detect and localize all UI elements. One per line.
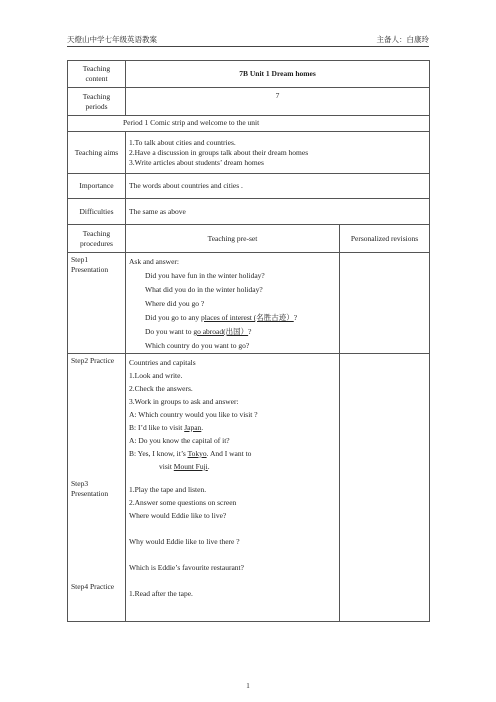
row-importance xyxy=(68,174,430,199)
dialog-line: A: Do you know the capital of it? xyxy=(129,436,230,445)
content-label: Teaching content xyxy=(68,61,126,88)
row-aims xyxy=(68,132,430,174)
step3-question: Which is Eddie’s favourite restaurant? xyxy=(129,563,244,572)
text: . xyxy=(201,423,204,432)
text: ? xyxy=(248,327,252,336)
step2-item: 1.Look and write. xyxy=(129,371,183,380)
step2-item: 2.Check the answers. xyxy=(129,384,193,393)
importance-label: Importance xyxy=(68,174,126,199)
difficulties-label: Difficulties xyxy=(68,199,126,225)
underlined-term: Tokyo xyxy=(187,449,207,458)
step1-question: Where did you go ? xyxy=(145,299,205,308)
preset-label: Teaching pre-set xyxy=(126,225,340,253)
text: Did you go to any xyxy=(145,313,202,322)
aims-list xyxy=(126,132,430,174)
aim-1: 1.To talk about cities and countries. xyxy=(129,137,236,147)
step1-question: What did you do in the winter holiday? xyxy=(145,285,263,294)
step3-item: 1.Play the tape and listen. xyxy=(129,485,207,494)
text: ? xyxy=(293,313,298,322)
periods-value: 7 xyxy=(126,88,430,116)
header-author: 主备人：白康玲 xyxy=(376,35,429,44)
row-procedures-header xyxy=(68,225,430,253)
periods-label: Teaching periods xyxy=(68,88,126,116)
text: . And I want to xyxy=(206,449,252,458)
row-content xyxy=(68,61,430,88)
step3-question: Where would Eddie like to live? xyxy=(129,511,227,520)
steps-labels xyxy=(68,354,126,622)
step4-label: Step4 Practice xyxy=(71,582,115,591)
procedures-label: Teaching procedures xyxy=(68,225,126,253)
step1-question xyxy=(129,325,336,339)
aim-2: 2.Have a discussion in groups talk about their dream homes xyxy=(129,147,309,157)
step1-label: Step1 Presentation xyxy=(68,253,126,354)
dialog-line: A: Which country would you like to visit ? xyxy=(129,410,258,419)
content-value: 7B Unit 1 Dream homes xyxy=(126,61,430,88)
dialog-line xyxy=(129,421,336,434)
lesson-plan-table xyxy=(67,60,430,622)
row-period-title xyxy=(68,116,430,132)
text: B: I’d like to visit xyxy=(129,423,185,432)
revisions-label: Personalized revisions xyxy=(340,225,430,253)
steps-content xyxy=(126,354,340,622)
step1-revisions xyxy=(340,253,430,354)
header-school: 天燈山中学七年级英语教案 xyxy=(67,35,157,44)
step3-label: Step3 Presentation xyxy=(71,479,109,498)
step1-question: Did you have fun in the winter holiday? xyxy=(145,271,265,280)
page-header xyxy=(67,34,429,46)
step4-item: 1.Read after the tape. xyxy=(129,589,193,598)
period-title: Period 1 Comic strip and welcome to the unit xyxy=(68,116,430,132)
underlined-term: go abroad(出国） xyxy=(193,327,249,336)
step1-intro: Ask and answer: xyxy=(129,257,179,266)
text: . xyxy=(207,462,210,471)
row-step1 xyxy=(68,253,430,354)
step1-content xyxy=(126,253,340,354)
underlined-term: Japan xyxy=(184,423,202,432)
page-number: 1 xyxy=(246,682,250,690)
header-divider xyxy=(67,46,429,47)
text: Do you want to xyxy=(145,327,194,336)
step2-label: Step2 Practice xyxy=(71,356,115,365)
row-periods xyxy=(68,88,430,116)
underlined-term: places of interest (名胜古迹） xyxy=(201,313,294,322)
aim-3: 3.Write articles about students’ dream homes xyxy=(129,157,264,167)
difficulties-value: The same as above xyxy=(126,199,430,225)
underlined-term: Mount Fuji xyxy=(173,462,208,471)
dialog-line xyxy=(129,447,336,460)
text: B: Yes, I know, it’s xyxy=(129,449,188,458)
step3-question: Why would Eddie like to live there ? xyxy=(129,537,240,546)
step3-item: 2.Answer some questions on screen xyxy=(129,498,237,507)
aims-label: Teaching aims xyxy=(68,132,126,174)
step1-question xyxy=(129,311,336,325)
dialog-line xyxy=(129,460,336,473)
row-difficulties xyxy=(68,199,430,225)
step2-intro: Countries and capitals xyxy=(129,358,196,367)
step2-item: 3.Work in groups to ask and answer: xyxy=(129,397,239,406)
step1-question: Which country do you want to go? xyxy=(145,341,250,350)
importance-value: The words about countries and cities . xyxy=(126,174,430,199)
text: visit xyxy=(159,462,174,471)
row-steps-2-4 xyxy=(68,354,430,622)
steps-revisions xyxy=(340,354,430,622)
